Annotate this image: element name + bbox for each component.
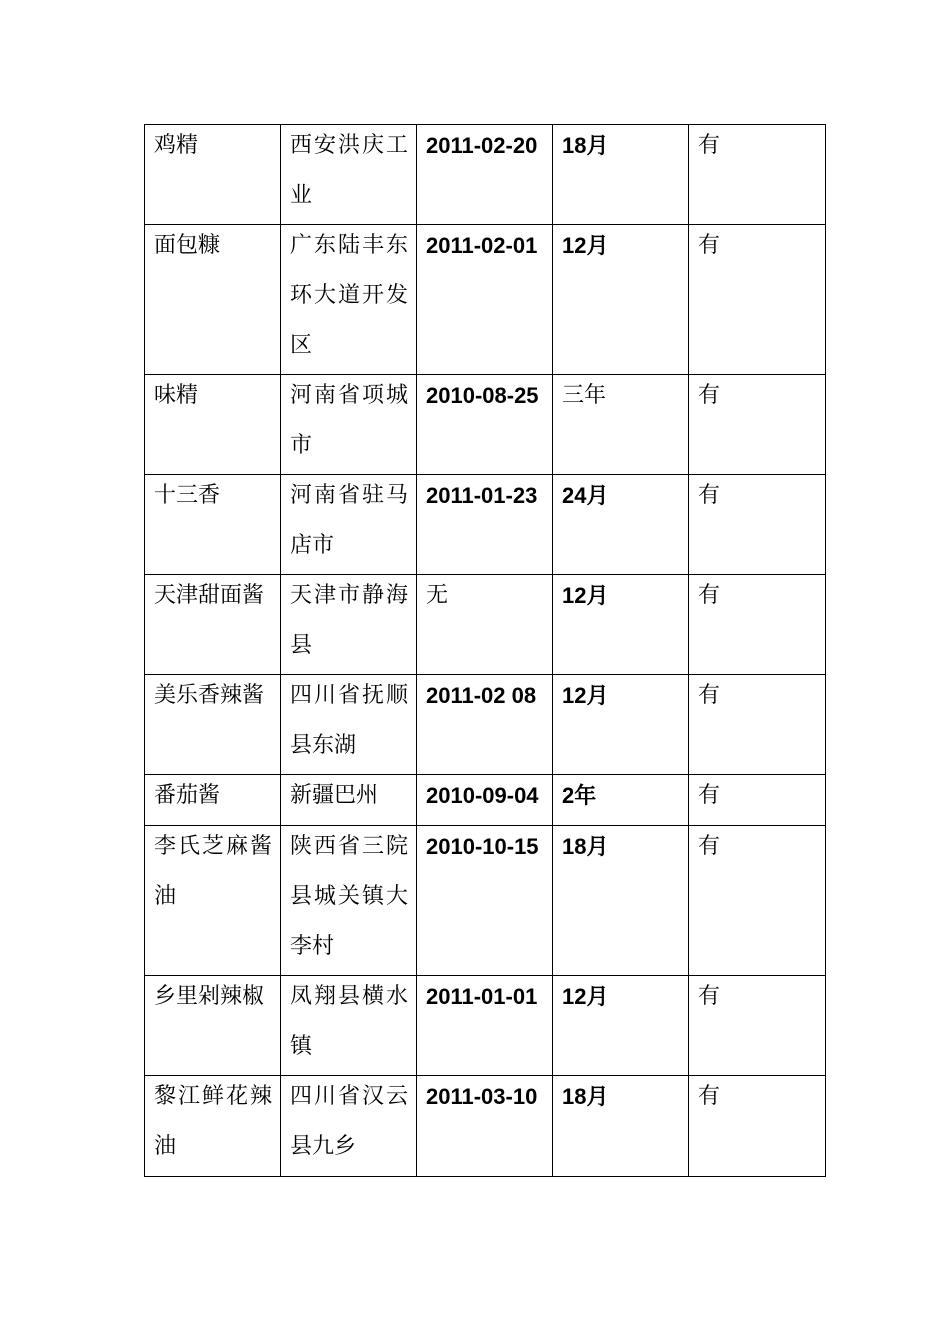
date-cell <box>417 675 553 775</box>
shelf-life-cell <box>553 775 689 826</box>
production-date: 2011-02-01 <box>426 233 538 258</box>
product-name-cell <box>145 826 281 976</box>
status-cell <box>689 675 826 775</box>
origin-cell <box>281 125 417 225</box>
shelf-life-cell <box>553 675 689 775</box>
origin-cell <box>281 225 417 375</box>
table-row <box>145 575 826 675</box>
date-cell <box>417 375 553 475</box>
product-name: 番茄酱 <box>154 783 221 808</box>
product-name: 味精 <box>154 383 199 408</box>
production-date: 2010-08-25 <box>426 383 539 408</box>
table-row <box>145 125 826 225</box>
table-row <box>145 375 826 475</box>
status-cell <box>689 125 826 225</box>
table-row <box>145 1076 826 1177</box>
status-cell <box>689 575 826 675</box>
product-name: 乡里剁辣椒 <box>154 984 265 1009</box>
production-date: 2011-03-10 <box>426 1084 538 1109</box>
production-date: 2010-10-15 <box>426 834 539 859</box>
production-date: 2011-01-01 <box>426 984 538 1009</box>
status-cell <box>689 1076 826 1177</box>
product-origin: 陕西省三院县城关镇大李村 <box>290 834 408 959</box>
status-cell <box>689 225 826 375</box>
status: 有 <box>698 483 721 508</box>
production-date: 无 <box>426 583 449 608</box>
product-name-cell <box>145 976 281 1076</box>
product-origin: 广东陆丰东环大道开发区 <box>290 233 408 358</box>
table-row <box>145 675 826 775</box>
product-name-cell <box>145 225 281 375</box>
product-name-cell <box>145 1076 281 1177</box>
product-origin: 河南省项城市 <box>290 383 408 458</box>
shelf-life: 12月 <box>562 233 609 258</box>
shelf-life: 三年 <box>562 383 607 408</box>
production-date: 2011-01-23 <box>426 483 538 508</box>
product-name: 面包糠 <box>154 233 221 258</box>
product-name: 天津甜面酱 <box>154 583 265 608</box>
product-origin: 四川省汉云县九乡 <box>290 1084 408 1159</box>
product-name: 李氏芝麻酱油 <box>154 834 272 909</box>
date-cell <box>417 826 553 976</box>
shelf-life-cell <box>553 125 689 225</box>
shelf-life: 18月 <box>562 834 609 859</box>
status-cell <box>689 475 826 575</box>
status: 有 <box>698 1084 721 1109</box>
shelf-life: 24月 <box>562 483 609 508</box>
origin-cell <box>281 475 417 575</box>
shelf-life-cell <box>553 976 689 1076</box>
status: 有 <box>698 133 721 158</box>
status-cell <box>689 775 826 826</box>
status: 有 <box>698 233 721 258</box>
product-origin: 西安洪庆工业 <box>290 133 408 208</box>
status: 有 <box>698 383 721 408</box>
status: 有 <box>698 583 721 608</box>
shelf-life-cell <box>553 475 689 575</box>
table-row <box>145 225 826 375</box>
product-name-cell <box>145 375 281 475</box>
product-name: 十三香 <box>154 483 221 508</box>
status-cell <box>689 826 826 976</box>
shelf-life-cell <box>553 826 689 976</box>
product-name-cell <box>145 675 281 775</box>
origin-cell <box>281 675 417 775</box>
status-cell <box>689 976 826 1076</box>
table-body <box>145 125 826 1177</box>
product-table <box>144 124 826 1177</box>
product-origin: 四川省抚顺县东湖 <box>290 683 408 758</box>
product-name-cell <box>145 125 281 225</box>
date-cell <box>417 575 553 675</box>
table-row <box>145 775 826 826</box>
table-row <box>145 976 826 1076</box>
origin-cell <box>281 775 417 826</box>
table-row <box>145 475 826 575</box>
shelf-life-cell <box>553 1076 689 1177</box>
shelf-life: 12月 <box>562 683 609 708</box>
status-cell <box>689 375 826 475</box>
shelf-life: 2年 <box>562 783 597 808</box>
origin-cell <box>281 1076 417 1177</box>
status: 有 <box>698 683 721 708</box>
production-date: 2011-02-20 <box>426 133 538 158</box>
product-name-cell <box>145 575 281 675</box>
product-name: 鸡精 <box>154 133 199 158</box>
product-name-cell <box>145 775 281 826</box>
origin-cell <box>281 375 417 475</box>
production-date: 2010-09-04 <box>426 783 539 808</box>
status: 有 <box>698 783 721 808</box>
status: 有 <box>698 834 721 859</box>
date-cell <box>417 1076 553 1177</box>
origin-cell <box>281 976 417 1076</box>
product-name: 美乐香辣酱 <box>154 683 265 708</box>
product-name-cell <box>145 475 281 575</box>
date-cell <box>417 976 553 1076</box>
product-origin: 天津市静海县 <box>290 583 408 658</box>
shelf-life: 18月 <box>562 133 609 158</box>
date-cell <box>417 125 553 225</box>
shelf-life-cell <box>553 225 689 375</box>
date-cell <box>417 225 553 375</box>
product-origin: 新疆巴州 <box>290 783 379 808</box>
shelf-life: 12月 <box>562 984 609 1009</box>
origin-cell <box>281 826 417 976</box>
shelf-life-cell <box>553 575 689 675</box>
origin-cell <box>281 575 417 675</box>
product-origin: 凤翔县横水镇 <box>290 984 408 1059</box>
product-origin: 河南省驻马店市 <box>290 483 408 558</box>
product-name: 黎江鲜花辣油 <box>154 1084 272 1159</box>
shelf-life: 12月 <box>562 583 609 608</box>
table-row <box>145 826 826 976</box>
date-cell <box>417 475 553 575</box>
status: 有 <box>698 984 721 1009</box>
shelf-life-cell <box>553 375 689 475</box>
date-cell <box>417 775 553 826</box>
shelf-life: 18月 <box>562 1084 609 1109</box>
production-date: 2011-02 08 <box>426 683 537 708</box>
